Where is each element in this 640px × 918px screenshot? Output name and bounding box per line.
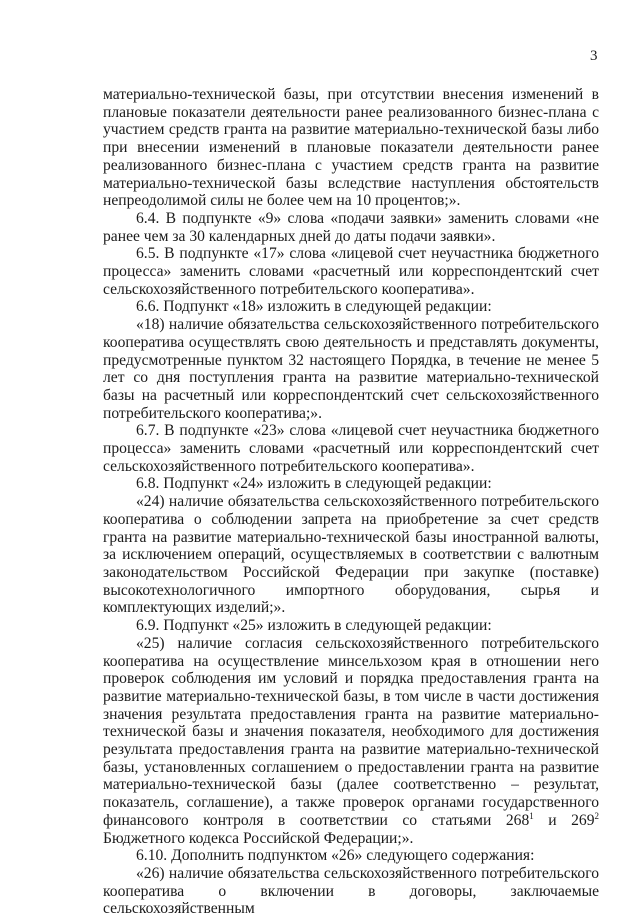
paragraph-6-6: 6.6. Подпункт «18» изложить в следующей редакции:: [136, 298, 492, 316]
paragraph-subitem-24: «24) наличие обязательства сельскохозяйственного потребительского кооператива о соблюдении запрета на приобретение за счет средств гранта на развитие материально-технической базы иностранной валюты, за исключением операций, осуществляемых в соответствии с валютным законодательством Российской Федерации при закупке (поставке) высокотехнологичного импортного оборудования, сырья и комплектующих изделий;».: [103, 493, 599, 617]
document-body: [103, 86, 599, 918]
paragraph-subitem-18: «18) наличие обязательства сельскохозяйственного потребительского кооператива осуществлять свою деятельность и представлять документы, предусмотренные пунктом 32 настоящего Порядка, в течение не менее 5 лет со дня поступления гранта на развитие материально-технической базы на расчетный или корреспондентский счет сельскохозяйственного потребительского кооператива;».: [103, 316, 599, 422]
paragraph-subitem-25: [103, 635, 599, 847]
paragraph-continuation: материально-технической базы, при отсутствии внесения изменений в плановые показатели деятельности ранее реализованного бизнес-плана с участием средств гранта на развитие материально-технической базы либо при внесении изменений в плановые показатели деятельности ранее реализованного бизнес-плана с участием средств гранта на развитие материально-технической базы вследствие наступления обстоятельств непреодолимой силы не более чем на 10 процентов;».: [103, 86, 599, 210]
superscript-2: 2: [594, 810, 599, 821]
superscript-1: 1: [529, 810, 534, 821]
paragraph-6-4: 6.4. В подпункте «9» слова «подачи заявки» заменить словами «не ранее чем за 30 календарных дней до даты подачи заявки».: [103, 209, 599, 245]
paragraph-6-7: 6.7. В подпункте «23» слова «лицевой счет неучастника бюджетного процесса» заменить словами «расчетный или корреспондентский счет сельскохозяйственного потребительского кооператива».: [103, 422, 599, 475]
subitem-25-text-after: Бюджетного кодекса Российской Федерации;».: [103, 829, 414, 847]
paragraph-6-5: 6.5. В подпункте «17» слова «лицевой счет неучастника бюджетного процесса» заменить словами «расчетный или корреспондентский счет сельскохозяйственного потребительского кооператива».: [103, 245, 599, 298]
subitem-25-text-mid: и 269: [533, 811, 595, 829]
paragraph-6-9: 6.9. Подпункт «25» изложить в следующей редакции:: [136, 617, 492, 635]
subitem-25-text-before: «25) наличие согласия сельскохозяйственного потребительского кооператива на осуществление минсельхозом края в отношении него проверок соблюдения им условий и порядка предоставления гранта на развитие материально-технической базы, в том числе в части достижения значения результата предоставления гранта на развитие материально-технической базы и значения показателя, необходимого для достижения результата предоставления гранта на развитие материально-технической базы, установленных соглашением о предоставлении гранта на развитие материально-технической базы (далее соответственно – результат, показатель, соглашение), а также проверок органами государственного финансового контроля в соответствии со статьями 268: [103, 634, 599, 829]
page-number: 3: [590, 48, 598, 64]
paragraph-6-10: 6.10. Дополнить подпунктом «26» следующего содержания:: [136, 847, 535, 865]
paragraph-subitem-26: «26) наличие обязательства сельскохозяйственного потребительского кооператива о включении в договоры, заключаемые сельскохозяйственным: [103, 864, 599, 918]
paragraph-6-8: 6.8. Подпункт «24» изложить в следующей редакции:: [136, 475, 492, 493]
